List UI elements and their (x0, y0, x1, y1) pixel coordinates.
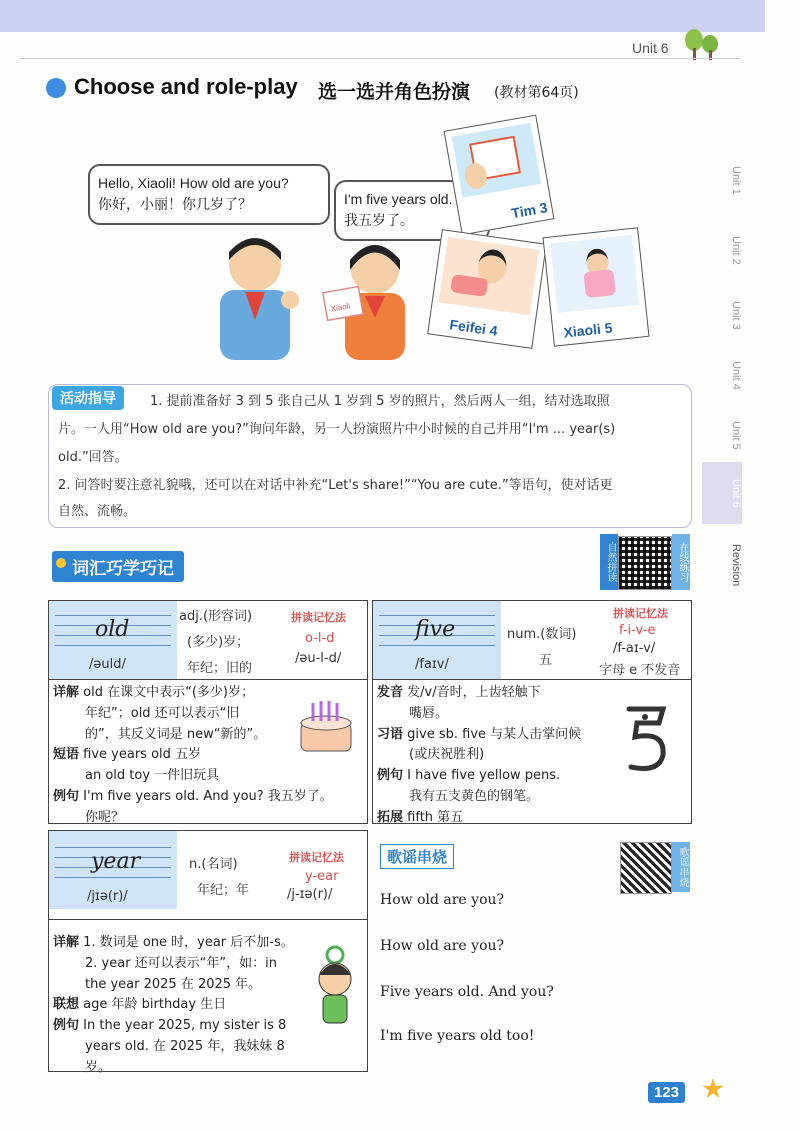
pos-old-1: adj.(形容词) (179, 609, 253, 624)
song-line-4: I'm five years old too! (380, 1028, 535, 1044)
detail-old-3: 的”，其反义词是 new“新的”。 (85, 726, 267, 742)
unit-label: Unit 6 (632, 40, 669, 56)
star-icon (56, 558, 66, 568)
boy-line-zh: 你好，小丽！你几岁了？ (98, 197, 252, 214)
vocab-card-five (372, 600, 692, 824)
birthday-cake-icon (293, 693, 359, 757)
detail-year-3: the year 2025 在 2025 年。 (85, 976, 262, 992)
vocab-card-year (48, 830, 368, 1075)
detail-year-1: 1. 数词是 one 时，year 后不加-s。 (83, 935, 294, 950)
memo-tag-old: 拼读记忆法 (291, 611, 346, 624)
pron-five-2: 嘴唇。 (409, 705, 449, 721)
idiom-five-1: give sb. five 与某人击掌问候 (407, 726, 582, 742)
pos-old-2: (多少)岁； (187, 635, 250, 650)
word-writing-area (49, 831, 177, 909)
card-label: Xiaoli (329, 301, 351, 314)
activity-line-3: old.”回答。 (58, 450, 128, 465)
activity-line-5: 自然、流畅。 (58, 504, 137, 519)
side-tab-unit5[interactable]: Unit 5 (730, 420, 742, 450)
phrase-old-2: an old toy 一件旧玩具 (85, 768, 220, 784)
word-writing-area (49, 601, 177, 679)
section-title-en: Choose and role-play (74, 74, 298, 99)
example-five-1: I have five yellow pens. (407, 768, 561, 784)
label-example-five: 例句 (377, 768, 404, 784)
side-tab-unit6[interactable]: Unit 6 (702, 462, 742, 524)
song-line-1: How old are you? (380, 892, 505, 908)
detail-old-1: old 在课文中表示“(多少)岁； (83, 685, 254, 700)
label-example-year: 例句 (53, 1018, 80, 1034)
qr-code-icon[interactable] (618, 536, 672, 590)
phonetic-year: /jɪə(r)/ (87, 889, 128, 904)
word-five: five (415, 617, 456, 642)
activity-line-4: 2. 问答时要注意礼貌哦，还可以在对话中补充“Let's share!”“You are cute.”等语句，使对话更 (58, 478, 613, 493)
textbook-page-ref: (教材第64页) (494, 85, 579, 101)
boy-speech-bubble (88, 164, 330, 225)
memo-five-1: f-i-v-e (619, 623, 656, 638)
song-line-2: How old are you? (380, 938, 505, 954)
star-icon (702, 1078, 724, 1100)
activity-line-1: 1. 提前准备好 3 到 5 张自己从 1 岁到 5 岁的照片，然后两人一组，结对选取照 (150, 394, 610, 409)
qr-label-phonics: 自然拼读 (600, 534, 618, 590)
photo-xiaoli (543, 227, 650, 346)
word-writing-area (373, 601, 501, 679)
label-example-old: 例句 (53, 788, 80, 804)
pos-old-3: 年纪；旧的 (187, 661, 253, 676)
song-qr-label: 歌谣串烧 (672, 842, 690, 892)
vocab-section-title: 词汇巧学巧记 (52, 551, 184, 582)
example-old-1: I'm five years old. And you? 我五岁了。 (83, 788, 333, 804)
memo-year-1: y-ear (305, 869, 339, 884)
girl-line-zh: 我五岁了。 (344, 213, 414, 230)
header-rule (20, 58, 740, 59)
idiom-five-2: (或庆祝胜利) (409, 747, 485, 763)
section-title-zh: 选一选并角色扮演 (318, 81, 471, 103)
example-year-2: years old. 在 2025 年，我妹妹 8 岁。 (85, 1038, 285, 1075)
pron-five-1: 发/v/音时，上齿轻触下 (407, 685, 541, 700)
side-tab-revision[interactable]: Revision (730, 543, 742, 587)
photo-feifei (427, 229, 547, 349)
word-old: old (95, 617, 130, 642)
memo-year-2: /j-ɪə(r)/ (287, 887, 333, 902)
girl-mascot-icon (309, 943, 361, 1027)
pos-five-1: num.(数词) (507, 627, 577, 642)
pos-five-2: 五 (539, 653, 553, 668)
photo-label-xiaoli: Xiaoli 5 (562, 319, 614, 341)
label-phrase-old: 短语 (53, 747, 80, 763)
memo-old-2: /əu-l-d/ (295, 651, 342, 666)
memo-tag-five: 拼读记忆法 (613, 607, 668, 620)
example-year-1: In the year 2025, my sister is 8 (83, 1018, 287, 1034)
boy-line-en: Hello, Xiaoli! How old are you? (98, 175, 289, 191)
activity-guide-tag: 活动指导 (52, 386, 124, 410)
memo-five-3: 字母 e 不发音 (599, 663, 681, 678)
vocab-card-old (48, 600, 368, 824)
example-five-2: 我有五支黄色的钢笔。 (409, 788, 540, 804)
detail-year-2: 2. year 还可以表示“年”，如：in (85, 955, 277, 971)
pos-year-2: 年纪；年 (197, 883, 250, 898)
side-tab-unit2[interactable]: Unit 2 (730, 235, 742, 265)
song-qr-code-icon[interactable] (620, 842, 672, 894)
page-number: 123 (648, 1082, 685, 1103)
word-year: year (91, 849, 141, 874)
ext-five: fifth 第五 (407, 809, 464, 825)
label-idiom-five: 习语 (377, 726, 404, 742)
phonetic-old: /əuld/ (89, 657, 126, 672)
memo-five-2: /f-aɪ-v/ (613, 641, 656, 656)
children-illustration (190, 230, 430, 360)
memo-old-1: o-l-d (305, 631, 335, 646)
five-mascot-icon (619, 701, 675, 775)
label-assoc-year: 联想 (53, 997, 80, 1013)
photo-label-feifei: Feifei 4 (448, 316, 499, 339)
label-detail-year: 详解 (53, 935, 80, 950)
detail-old-2: 年纪”；old 还可以表示“旧 (85, 705, 240, 721)
side-tab-unit1[interactable]: Unit 1 (730, 165, 742, 195)
side-tab-unit3[interactable]: Unit 3 (730, 300, 742, 330)
assoc-year: age 年龄 birthday 生日 (83, 997, 227, 1013)
photo-label-tim: Tim 3 (510, 199, 549, 222)
phrase-old-1: five years old 五岁 (83, 747, 202, 763)
title-bullet-icon (46, 78, 66, 98)
girl-line-en: I'm five years old. (344, 191, 453, 207)
memo-tag-year: 拼读记忆法 (289, 851, 344, 864)
activity-line-2: 片。一人用“How old are you?”询问年龄，另一人扮演照片中小时候的自己并用“I'm ... year(s) (58, 422, 616, 437)
tree-icon (682, 26, 722, 62)
song-line-3: Five years old. And you? (380, 984, 554, 1000)
photo-tim (444, 115, 555, 236)
label-pron-five: 发音 (377, 685, 404, 700)
example-old-2: 你呢？ (85, 809, 125, 825)
song-title: 歌谣串烧 (380, 844, 454, 869)
pos-year-1: n.(名词) (189, 857, 238, 872)
phonetic-five: /faɪv/ (415, 657, 449, 672)
qr-label-practice: 在线练习 (672, 534, 690, 590)
label-ext-five: 拓展 (377, 809, 404, 825)
side-tab-unit4[interactable]: Unit 4 (730, 360, 742, 390)
header-band (0, 0, 765, 32)
label-detail-old: 详解 (53, 685, 80, 700)
